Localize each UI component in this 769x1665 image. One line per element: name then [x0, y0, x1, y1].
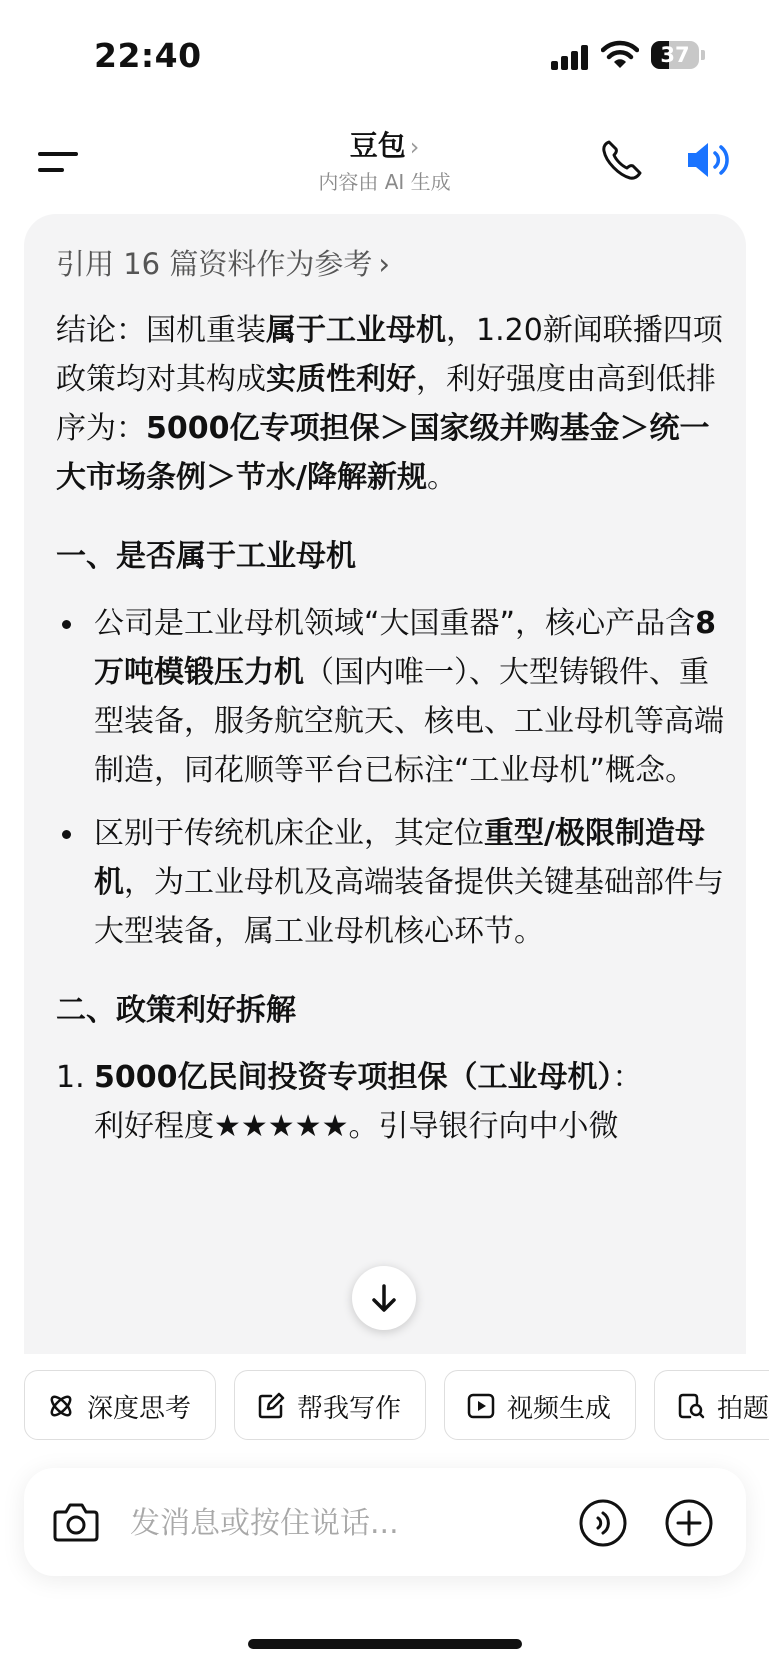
conclusion-paragraph: 结论：国机重装属于工业母机，1.20新闻联播四项政策均对其构成实质性利好，利好强度由高到低排序为：5000亿专项担保＞国家级并购基金＞统一大市场条例＞节水/降解新规。 [56, 313, 723, 495]
section-title: 二、政策利好拆解 [56, 993, 296, 1028]
bot-name[interactable]: 豆包 [349, 129, 406, 162]
list-item: 公司是工业母机领域“大国重器”，核心产品含8万吨模锻压力机（国内唯一）、大型铸锻件、重型装备，服务航空航天、核电、工业母机等高端制造，同花顺等平台已标注“工业母机”概念。 [56, 599, 736, 795]
home-indicator[interactable] [248, 1639, 522, 1649]
cellular-signal-icon [551, 44, 591, 70]
section-title: 一、是否属于工业母机 [56, 539, 356, 574]
chevron-right-icon: › [378, 247, 390, 281]
quick-actions [0, 1370, 769, 1444]
list-item: 1. 5000亿民间投资专项担保（工业母机）： 利好程度★★★★★。引导银行向中小微 [56, 1060, 643, 1144]
arrow-down-icon [368, 1282, 400, 1314]
phone-icon[interactable] [600, 138, 644, 182]
status-bar [0, 0, 769, 110]
message-composer [24, 1468, 746, 1576]
scan-question-icon [677, 1392, 705, 1420]
list-item: 区别于传统机床企业，其定位重型/极限制造母机，为工业母机及高端装备提供关键基础部件与大型装备，属工业母机核心环节。 [56, 809, 736, 956]
deep-think-icon [47, 1392, 75, 1420]
write-icon [257, 1392, 285, 1420]
battery-icon [651, 41, 705, 69]
numbered-list [56, 1053, 736, 1151]
chip-deep-think[interactable]: 深度思考 [24, 1370, 216, 1440]
voice-call-icon[interactable] [578, 1498, 628, 1548]
scroll-to-bottom-button[interactable] [352, 1266, 416, 1330]
video-icon [467, 1392, 495, 1420]
bullet-list [56, 599, 736, 956]
citation-link[interactable] [56, 242, 390, 283]
status-time: 22:40 [94, 36, 202, 75]
ai-disclaimer: 内容由 AI 生成 [318, 170, 451, 194]
chip-scan-question[interactable]: 拍题 [654, 1370, 769, 1440]
answer-content [56, 306, 736, 1151]
bot-title[interactable] [0, 124, 769, 164]
battery-level: 37 [660, 43, 690, 67]
speaker-icon[interactable] [684, 138, 734, 182]
plus-icon[interactable] [664, 1498, 714, 1548]
camera-icon[interactable] [52, 1500, 100, 1544]
citation-text: 引用 16 篇资料作为参考 [56, 247, 373, 281]
wifi-icon [601, 40, 639, 70]
chevron-right-icon: › [409, 133, 420, 161]
chip-video[interactable]: 视频生成 [444, 1370, 636, 1440]
chip-writing[interactable]: 帮我写作 [234, 1370, 426, 1440]
chat-header [0, 110, 769, 210]
answer-card [24, 214, 746, 1354]
message-input[interactable] [128, 1498, 532, 1548]
